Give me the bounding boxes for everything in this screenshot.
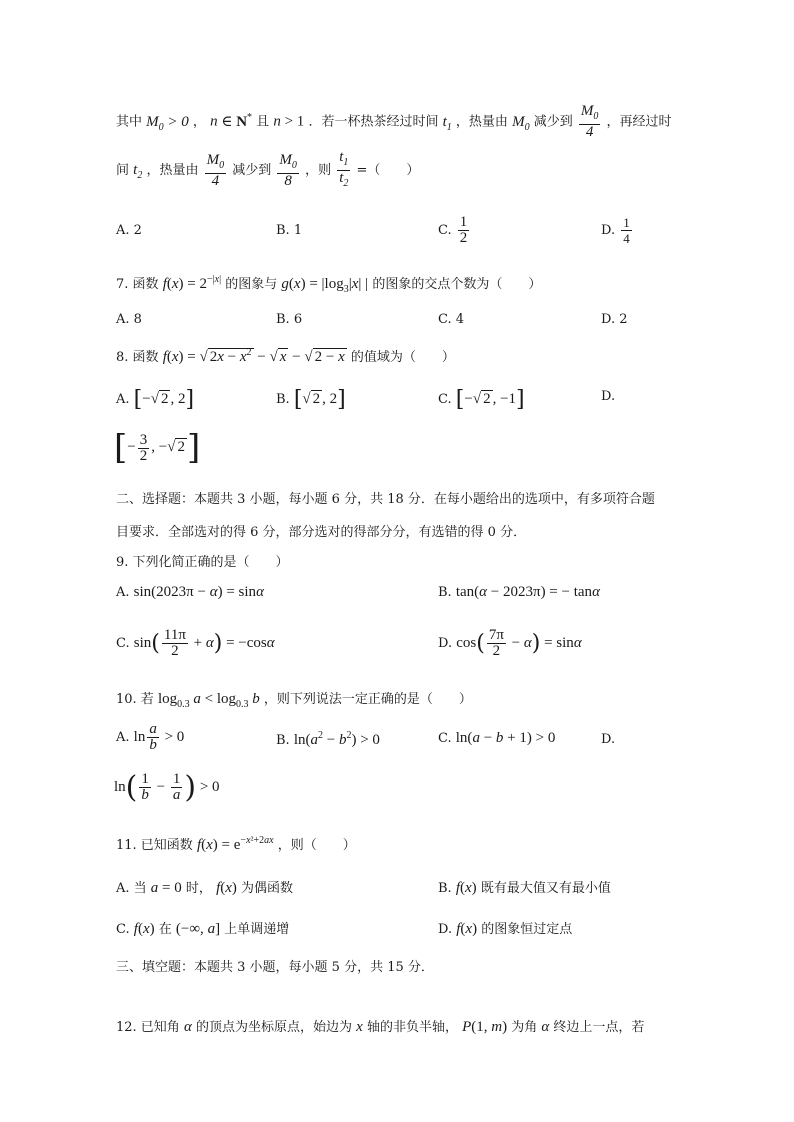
q6-option-d[interactable]: D. $\frac{1}{4}$ bbox=[601, 215, 630, 246]
q6-option-b[interactable]: B. 1 bbox=[276, 223, 303, 238]
q8-stem: 8. 函数 f(x) = √ $2x - x^2$ − √ x − √ 2 − x 的值域为（ ） bbox=[116, 347, 455, 365]
section3-instructions: 三、填空题：本题共 3 小题，每小题 5 分，共 15 分． bbox=[116, 960, 434, 975]
q9-option-b[interactable]: B. tan(α − 2023π) = − tanα bbox=[438, 584, 600, 600]
q7-option-a[interactable]: A. 8 bbox=[116, 312, 142, 327]
q9-option-c[interactable]: C. sin( $\frac{11\pi}{2}$ + α) = −cosα bbox=[116, 627, 275, 659]
q9-option-a[interactable]: A. sin(2023π − α) = sinα bbox=[116, 584, 264, 600]
math-f-x: f bbox=[162, 276, 167, 292]
q8-option-b[interactable]: B. [√ 2 , 2] bbox=[276, 387, 346, 412]
q11-option-a[interactable]: A. 当 a = 0 时， f(x) 为偶函数 bbox=[116, 880, 294, 896]
q10-option-b[interactable]: B. $\ln(a^2 - b^2) > 0$ bbox=[276, 730, 380, 748]
q8-option-c[interactable]: C. [−√ 2 , −1] bbox=[438, 387, 525, 412]
section2-instructions-line2: 目要求．全部选对的得 6 分，部分选对的得部分分，有选错的得 0 分． bbox=[116, 525, 527, 540]
math-g-x: g bbox=[281, 276, 289, 292]
q9-stem: 9. 下列化简正确的是（ ） bbox=[116, 555, 289, 570]
math-m0-gt-0: $M_0 > 0$ bbox=[146, 113, 189, 133]
math-n-in-n: n bbox=[210, 113, 218, 130]
q7-option-c[interactable]: C. 4 bbox=[438, 312, 465, 327]
q7-option-d[interactable]: D. 2 bbox=[601, 312, 628, 327]
q6-line1: 其中 $M_0 > 0$ ， n ∈ N* 且 n > 1 ．若一杯热茶经过时间 $t_1$ ，热量由 $M_0$ 减少到 $\frac{M_0}{4}$ ，再经过时 bbox=[116, 103, 672, 140]
q7-stem: 7. 函数 $f(x) = 2^{-|x|}$ 的图象与 $g(x) = |\log_3|x|$ | 的图象的交点个数为（ ） bbox=[116, 274, 542, 295]
q11-option-d[interactable]: D. f(x) 的图象恒过定点 bbox=[438, 921, 573, 937]
q11-option-c[interactable]: C. f(x) 在 (−∞, a] 上单调递增 bbox=[116, 921, 290, 937]
q11-option-b[interactable]: B. f(x) 既有最大值又有最小值 bbox=[438, 880, 611, 896]
q6-line2: 间 $t_2$ ，热量由 $\frac{M_0}{4}$ 减少到 $\frac{M_0}{8}$ ，则 $\frac{t_1}{t_2}$ =（ ） bbox=[116, 149, 420, 189]
q8-option-d-value: [− $\frac{3}{2}$ , −√ 2] bbox=[114, 428, 201, 468]
q9-option-d[interactable]: D. cos( $\frac{7\pi}{2}$ − α) = sinα bbox=[438, 627, 582, 659]
q10-option-d[interactable]: D. bbox=[601, 732, 616, 747]
q7-option-b[interactable]: B. 6 bbox=[276, 312, 303, 327]
q10-option-a[interactable]: A. ln $\frac{a}{b}$ > 0 bbox=[116, 721, 185, 753]
q6-option-a[interactable]: A. 2 bbox=[116, 223, 142, 238]
q10-option-d-value: ln( $\frac{1}{b}$ − $\frac{1}{a}$ ) > 0 bbox=[114, 770, 220, 805]
q6-option-c[interactable]: C. $\frac{1}{2}$ bbox=[438, 214, 468, 246]
q8-option-d[interactable]: D. bbox=[601, 389, 616, 404]
math-frac-t1-t2: $\frac{t_1}{t_2}$ bbox=[339, 149, 349, 189]
q10-stem: 10. 若 $\log_{0.3} a < \log_{0.3} b$ ，则下列说法一定正确的是（ ） bbox=[116, 691, 472, 710]
section2-instructions-line1: 二、选择题：本题共 3 小题，每小题 6 分，共 18 分．在每小题给出的选项中，有多项符合题 bbox=[116, 492, 655, 507]
math-frac-m0-4: $\frac{M_0}{4}$ bbox=[580, 103, 599, 140]
q10-option-c[interactable]: C. ln(a − b + 1) > 0 bbox=[438, 730, 556, 746]
q8-option-a[interactable]: A. [−√ 2 , 2] bbox=[116, 387, 195, 412]
q12-stem: 12. 已知角 α 的顶点为坐标原点，始边为 x 轴的非负半轴， P(1, m) 为角 α 终边上一点，若 bbox=[116, 1019, 645, 1035]
q11-stem: 11. 已知函数 $f(x) = e^{-x^2+2ax}$ ，则（ ） bbox=[116, 835, 356, 853]
